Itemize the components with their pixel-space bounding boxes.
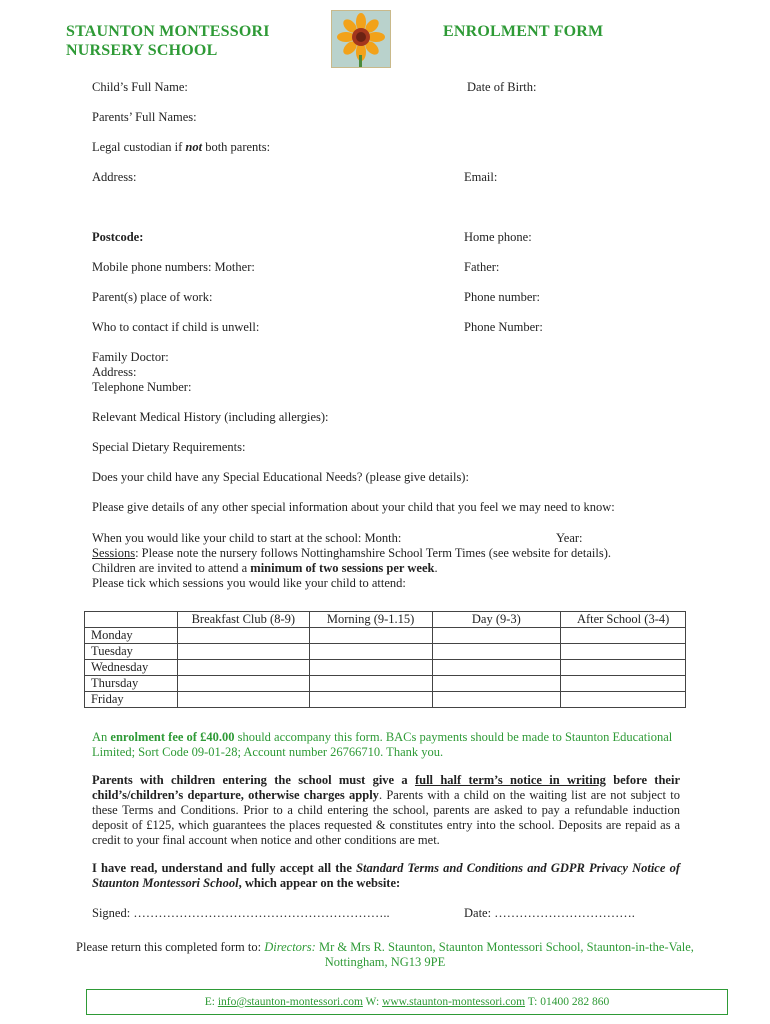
table-header-after-school: After School (3-4) <box>561 612 686 628</box>
custodian-not: not <box>185 140 203 154</box>
child-name-label: Child’s Full Name: <box>92 80 188 94</box>
return-address-line1: Mr & Mrs R. Staunton, Staunton Montessori School, Staunton-in-the-Vale, <box>315 940 694 954</box>
sunflower-icon <box>331 10 391 68</box>
day-label-friday: Friday <box>85 692 178 708</box>
day-label-wednesday: Wednesday <box>85 660 178 676</box>
session-checkbox[interactable] <box>309 676 432 692</box>
sessions-note-text: : Please note the nursery follows Nottinghamshire School Term Times (see website for details). <box>135 546 611 560</box>
contact-footer <box>86 989 728 1015</box>
phone-number-label: Phone number: <box>464 290 541 304</box>
invite-pre: Children are invited to attend a <box>92 561 251 575</box>
session-checkbox[interactable] <box>561 676 686 692</box>
day-label-thursday: Thursday <box>85 676 178 692</box>
workplace-label: Parent(s) place of work: <box>92 290 213 304</box>
sessions-label: Sessions <box>92 546 136 560</box>
invite-bold: minimum of two sessions per week <box>250 561 435 575</box>
doctor-block <box>92 350 191 395</box>
father-label: Father: <box>464 260 500 274</box>
start-month-label: When you would like your child to start at the school: Month: <box>92 531 402 545</box>
dob-label: Date of Birth: <box>467 80 537 94</box>
footer-website-label: W: <box>362 996 383 1008</box>
table-header-morning: Morning (9-1.15) <box>309 612 432 628</box>
session-checkbox[interactable] <box>561 660 686 676</box>
postcode-label: Postcode: <box>92 230 144 244</box>
session-checkbox[interactable] <box>561 628 686 644</box>
email-label: Email: <box>464 170 498 184</box>
fee-amount: enrolment fee of £40.00 <box>110 730 235 744</box>
agreement-terms: Standard Terms and Conditions and GDPR Privacy Notice of Staunton Montessori School <box>92 861 680 890</box>
tick-note: Please tick which sessions you would like your child to attend: <box>92 576 406 590</box>
fee-paragraph <box>92 730 674 760</box>
diet-label: Special Dietary Requirements: <box>92 440 246 454</box>
table-header-row <box>85 612 686 628</box>
session-checkbox[interactable] <box>177 676 309 692</box>
table-row <box>85 628 686 644</box>
return-directors: Directors: <box>264 940 316 954</box>
session-checkbox[interactable] <box>561 644 686 660</box>
phone-number-2-label: Phone Number: <box>464 320 543 334</box>
table-row <box>85 660 686 676</box>
session-checkbox[interactable] <box>309 692 432 708</box>
other-info-label: Please give details of any other special information about your child that you feel we may need to know: <box>92 500 615 514</box>
sessions-note <box>92 546 611 561</box>
agreement-paragraph <box>92 861 680 891</box>
custodian-text-post: both parents: <box>202 140 271 154</box>
school-name <box>66 22 270 60</box>
address-label: Address: <box>92 170 137 184</box>
return-address <box>20 940 750 970</box>
table-row <box>85 692 686 708</box>
day-label-monday: Monday <box>85 628 178 644</box>
return-address-line2: Nottingham, NG13 9PE <box>324 955 446 969</box>
footer-email-link[interactable]: info@staunton-montessori.com <box>217 996 363 1008</box>
medical-label: Relevant Medical History (including allergies): <box>92 410 329 424</box>
table-header-day: Day (9-3) <box>432 612 561 628</box>
notice-rest: . Parents with a child on the waiting list are not subject to these Terms and Conditions. Prior to a child entering the school, parents are asked to pay a refundable induction deposit of £125, which guarantees the places requested & constitutes entry into the school. Deposits are repaid as a credit to your final account when notice and other conditions are met. <box>92 788 680 847</box>
doctor-address-label: Address: <box>92 365 137 379</box>
doctor-phone-label: Telephone Number: <box>92 380 192 394</box>
session-checkbox[interactable] <box>432 644 561 660</box>
fee-pre: An <box>92 730 111 744</box>
parents-names-label: Parents’ Full Names: <box>92 110 197 124</box>
home-phone-label: Home phone: <box>464 230 532 244</box>
session-checkbox[interactable] <box>309 660 432 676</box>
table-row <box>85 644 686 660</box>
notice-bold-2: before their child’s/children’s departure, otherwise charges apply <box>92 773 680 802</box>
session-checkbox[interactable] <box>309 644 432 660</box>
footer-phone: T: 01400 282 860 <box>525 996 610 1008</box>
session-checkbox[interactable] <box>432 676 561 692</box>
footer-email-label: E: <box>204 996 218 1008</box>
sen-label: Does your child have any Special Educational Needs? (please give details): <box>92 470 469 484</box>
day-label-tuesday: Tuesday <box>85 644 178 660</box>
custodian-label <box>92 140 270 155</box>
session-checkbox[interactable] <box>561 692 686 708</box>
session-checkbox[interactable] <box>177 644 309 660</box>
table-row <box>85 676 686 692</box>
contact-unwell-label: Who to contact if child is unwell: <box>92 320 260 334</box>
invite-note <box>92 561 438 576</box>
table-header-breakfast: Breakfast Club (8-9) <box>177 612 309 628</box>
start-year-label: Year: <box>556 531 583 545</box>
notice-bold-1: Parents with children entering the school must give a <box>92 773 415 787</box>
date-line: Date: ……………………………. <box>464 906 635 920</box>
mobile-mother-label: Mobile phone numbers: Mother: <box>92 260 255 274</box>
session-checkbox[interactable] <box>432 628 561 644</box>
session-checkbox[interactable] <box>432 692 561 708</box>
session-checkbox[interactable] <box>177 692 309 708</box>
table-header-cell <box>85 612 178 628</box>
session-checkbox[interactable] <box>432 660 561 676</box>
custodian-text-pre: Legal custodian if <box>92 140 186 154</box>
return-pre: Please return this completed form to: <box>76 940 265 954</box>
invite-post: . <box>434 561 438 575</box>
school-name-line2: NURSERY SCHOOL <box>66 42 218 59</box>
form-title: ENROLMENT FORM <box>443 23 604 40</box>
session-checkbox[interactable] <box>309 628 432 644</box>
sessions-table <box>84 611 686 708</box>
school-name-line1: STAUNTON MONTESSORI <box>66 23 270 40</box>
footer-website-link[interactable]: www.staunton-montessori.com <box>382 996 526 1008</box>
doctor-label: Family Doctor: <box>92 350 169 364</box>
notice-underline: full half term’s notice in writing <box>414 773 606 787</box>
notice-paragraph <box>92 773 680 848</box>
signed-line: Signed: …………………………………………………….. <box>92 906 390 920</box>
session-checkbox[interactable] <box>177 628 309 644</box>
session-checkbox[interactable] <box>177 660 309 676</box>
agreement-pre: I have read, understand and fully accept all the <box>92 861 357 875</box>
agreement-post: , which appear on the website: <box>238 876 401 890</box>
fee-post: should accompany this form. BACs payments should be made to Staunton Educational Limited; Sort Code 09-01-28; Account number 26766710. Thank you. <box>92 730 673 759</box>
